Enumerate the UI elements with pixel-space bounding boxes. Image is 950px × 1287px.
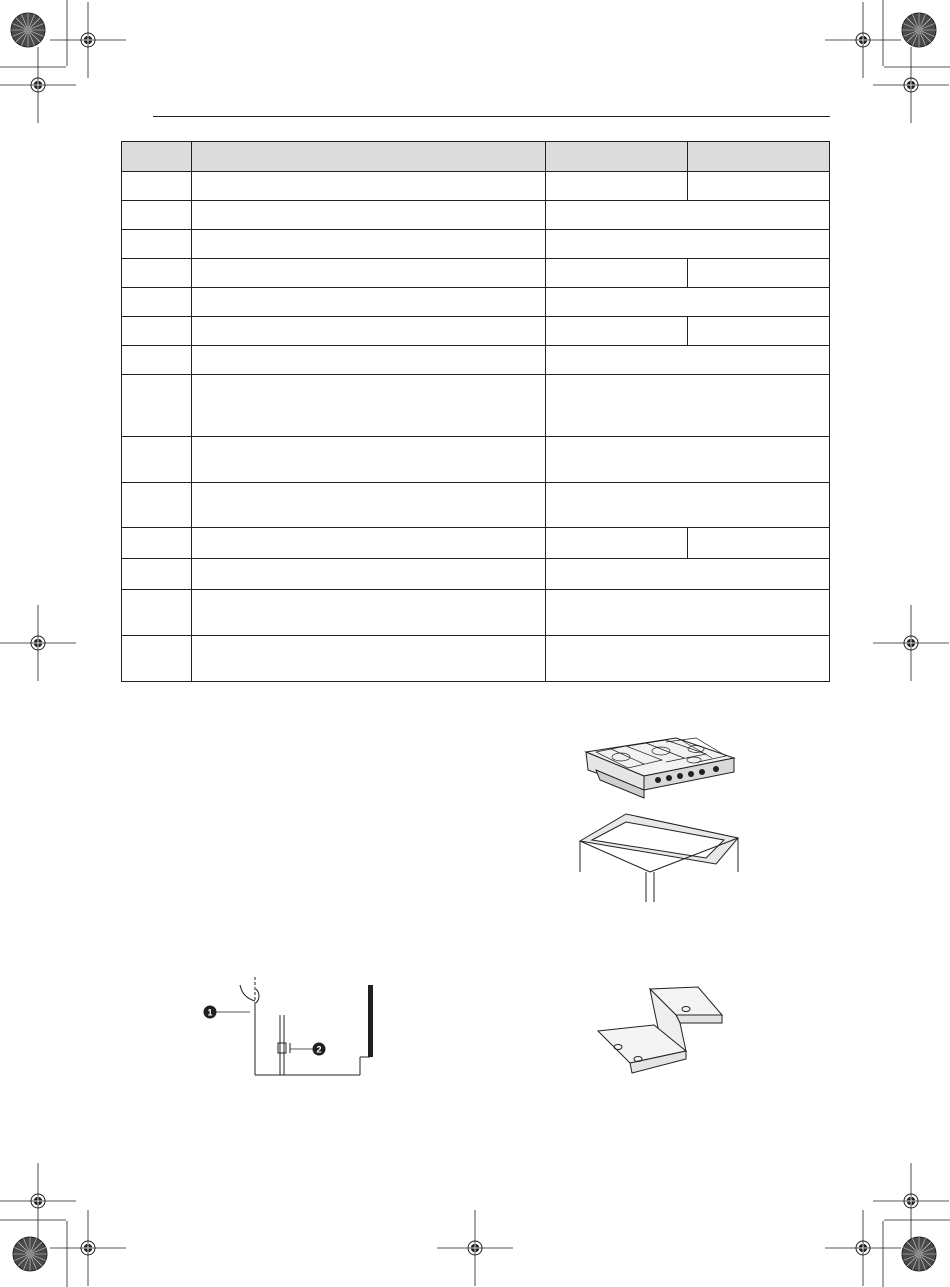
- header-cell: [192, 142, 546, 172]
- table-cell: [546, 636, 830, 682]
- table-cell: [122, 172, 192, 201]
- callout-2: [313, 1043, 326, 1056]
- registration-mark-bottom-left-2: [50, 1210, 126, 1286]
- table-cell: [122, 288, 192, 317]
- color-wheel-top-left: [11, 13, 45, 47]
- table-cell: [192, 259, 546, 288]
- table-cell: [192, 288, 546, 317]
- registration-mark-bottom-right-2: [825, 1210, 901, 1286]
- table-row: [122, 317, 830, 346]
- table-row: [122, 172, 830, 201]
- table-row: [122, 483, 830, 528]
- table-row: [122, 636, 830, 682]
- header-cell: [122, 142, 192, 172]
- registration-mark-mid-left: [0, 47, 76, 123]
- table-cell: [546, 346, 830, 375]
- color-wheel-top-right: [902, 13, 936, 47]
- table-row: [122, 559, 830, 590]
- table-cell: [546, 288, 830, 317]
- table-cell: [546, 172, 688, 201]
- table-row: [122, 590, 830, 636]
- table-cell: [192, 346, 546, 375]
- registration-mark-bottom-center: [437, 1210, 513, 1286]
- table-cell: [688, 172, 830, 201]
- table-cell: [688, 317, 830, 346]
- table-header-row: [122, 142, 830, 172]
- table-cell: [546, 528, 688, 559]
- table-cell: [546, 590, 830, 636]
- z-bracket-illustration: [590, 985, 730, 1085]
- header-cell: [688, 142, 830, 172]
- table-cell: [546, 201, 830, 230]
- table-cell: [546, 483, 830, 528]
- table-cell: [192, 230, 546, 259]
- table-row: [122, 259, 830, 288]
- spec-table: [121, 141, 830, 682]
- table-cell: [122, 559, 192, 590]
- table-row: [122, 528, 830, 559]
- table-cell: [122, 259, 192, 288]
- table-cell: [122, 528, 192, 559]
- table-cell: [192, 483, 546, 528]
- table-row: [122, 288, 830, 317]
- cooktop-into-cutout-illustration: [566, 730, 756, 902]
- table-cell: [192, 590, 546, 636]
- registration-mark-side-left: [0, 605, 76, 681]
- table-cell: [122, 636, 192, 682]
- table-cell: [192, 317, 546, 346]
- table-row: [122, 375, 830, 437]
- table-cell: [688, 528, 830, 559]
- table-cell: [122, 590, 192, 636]
- registration-mark-bottom-left: [0, 1163, 76, 1239]
- table-row: [122, 230, 830, 259]
- table-cell: [192, 437, 546, 483]
- table-cell: [192, 636, 546, 682]
- cabinet-section-diagram: [200, 975, 390, 1080]
- table-cell: [122, 375, 192, 437]
- table-cell: [546, 230, 830, 259]
- table-cell: [688, 259, 830, 288]
- color-wheel-bottom-right: [902, 1237, 936, 1271]
- table-row: [122, 437, 830, 483]
- table-row: [122, 201, 830, 230]
- color-wheel-bottom-left: [13, 1237, 47, 1271]
- table-cell: [192, 528, 546, 559]
- table-cell: [546, 259, 688, 288]
- table-cell: [192, 559, 546, 590]
- table-cell: [546, 437, 830, 483]
- registration-mark-bottom-right: [873, 1163, 949, 1239]
- registration-mark-mid-right: [873, 47, 949, 123]
- registration-mark-side-right: [873, 605, 949, 681]
- table-cell: [546, 317, 688, 346]
- table-cell: [122, 230, 192, 259]
- header-cell: [546, 142, 688, 172]
- svg-text:2: 2: [316, 1044, 322, 1055]
- table-cell: [122, 437, 192, 483]
- callout-1: [204, 1006, 217, 1019]
- table-cell: [192, 172, 546, 201]
- table-cell: [122, 317, 192, 346]
- table-cell: [546, 559, 830, 590]
- table-cell: [546, 375, 830, 437]
- table-cell: [122, 483, 192, 528]
- svg-text:1: 1: [207, 1007, 213, 1018]
- table-row: [122, 346, 830, 375]
- table-cell: [192, 201, 546, 230]
- table-cell: [122, 346, 192, 375]
- table-cell: [192, 375, 546, 437]
- header-rule: [153, 116, 830, 117]
- table-cell: [122, 201, 192, 230]
